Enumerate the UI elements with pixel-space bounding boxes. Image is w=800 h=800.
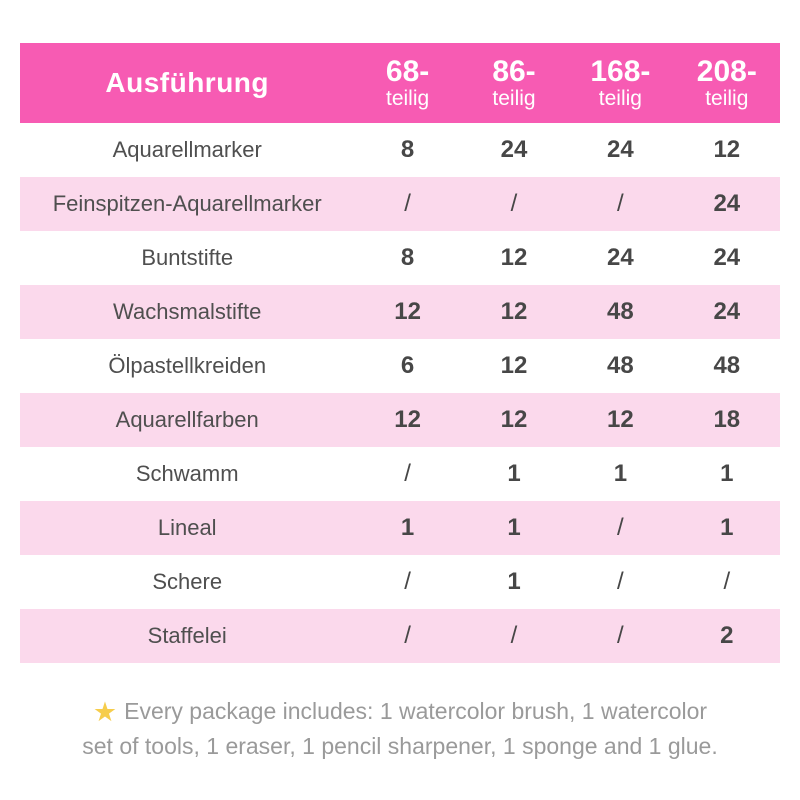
row-value: 1	[507, 514, 521, 541]
row-value: 12	[394, 298, 421, 325]
table-row	[20, 177, 780, 231]
row-value: 12	[394, 406, 421, 433]
row-value: 24	[713, 244, 741, 271]
table-row	[20, 231, 780, 285]
table-row	[20, 339, 780, 393]
package-comparison-table	[20, 43, 780, 663]
row-label: Lineal	[157, 515, 217, 540]
footer-note	[30, 694, 770, 763]
row-value: /	[404, 622, 411, 649]
header-col-86-number: 86-	[492, 54, 536, 88]
header-col-208	[674, 43, 780, 123]
table-row	[20, 609, 780, 663]
row-value: /	[617, 568, 624, 595]
row-value: 8	[400, 244, 415, 271]
row-value: 1	[507, 460, 521, 487]
row-value: /	[617, 190, 624, 217]
row-value: 1	[720, 514, 734, 541]
table-row	[20, 447, 780, 501]
row-label: Wachsmalstifte	[113, 299, 262, 324]
row-value: 12	[500, 352, 528, 379]
row-value: /	[723, 568, 731, 595]
row-value: /	[404, 460, 411, 487]
row-value: 6	[400, 352, 415, 379]
header-col-86-suffix: teilig	[492, 87, 536, 111]
row-value: 1	[400, 514, 415, 541]
row-value: 12	[607, 406, 634, 433]
table-row	[20, 501, 780, 555]
row-value: 1	[613, 460, 628, 487]
row-label: Aquarellmarker	[112, 137, 262, 162]
row-value: 48	[713, 352, 741, 379]
header-col-68-number: 68-	[385, 54, 430, 88]
header-col-86	[461, 43, 567, 123]
header-col-68-suffix: teilig	[386, 87, 430, 111]
row-value: /	[404, 190, 411, 217]
row-value: 24	[713, 298, 741, 325]
row-value: 24	[713, 190, 741, 217]
table-row	[20, 285, 780, 339]
table-row	[20, 123, 780, 177]
row-value: /	[510, 190, 518, 217]
row-label: Schwamm	[135, 461, 239, 486]
row-value: 48	[607, 352, 634, 379]
header-col-168-suffix: teilig	[598, 87, 642, 111]
row-value: 48	[607, 298, 634, 325]
row-value: 1	[507, 568, 521, 595]
header-ausfuehrung: Ausführung	[20, 43, 354, 123]
row-value: /	[404, 568, 411, 595]
row-value: 1	[720, 460, 734, 487]
row-value: 2	[720, 622, 734, 649]
header-col-168-number: 168-	[590, 54, 651, 88]
row-label: Buntstifte	[141, 245, 234, 270]
header-col-168	[567, 43, 673, 123]
row-value: /	[617, 514, 624, 541]
row-label: Ölpastellkreiden	[108, 353, 267, 378]
header-row	[20, 43, 780, 123]
row-value: 12	[500, 244, 528, 271]
footer-line1: Every package includes: 1 watercolor brush, 1 watercolor	[124, 698, 708, 724]
row-value: 24	[500, 136, 528, 163]
row-value: 12	[500, 298, 528, 325]
row-label: Aquarellfarben	[115, 407, 259, 432]
row-value: 24	[607, 136, 634, 163]
row-value: 12	[500, 406, 528, 433]
row-value: 8	[400, 136, 415, 163]
row-label: Staffelei	[147, 623, 227, 648]
row-label: Schere	[152, 569, 223, 594]
row-value: 18	[713, 406, 741, 433]
row-value: /	[510, 622, 518, 649]
header-col-68	[354, 43, 460, 123]
row-value: /	[617, 622, 624, 649]
star-icon: ★	[92, 697, 118, 727]
row-value: 24	[607, 244, 634, 271]
table-row	[20, 393, 780, 447]
row-label: Feinspitzen-Aquarellmarker	[52, 191, 322, 216]
footer-line2: set of tools, 1 eraser, 1 pencil sharpener, 1 sponge and 1 glue.	[82, 733, 718, 759]
row-value: 12	[713, 136, 741, 163]
table-row	[20, 555, 780, 609]
header-col-208-suffix: teilig	[705, 87, 749, 111]
header-col-208-number: 208-	[696, 54, 757, 88]
